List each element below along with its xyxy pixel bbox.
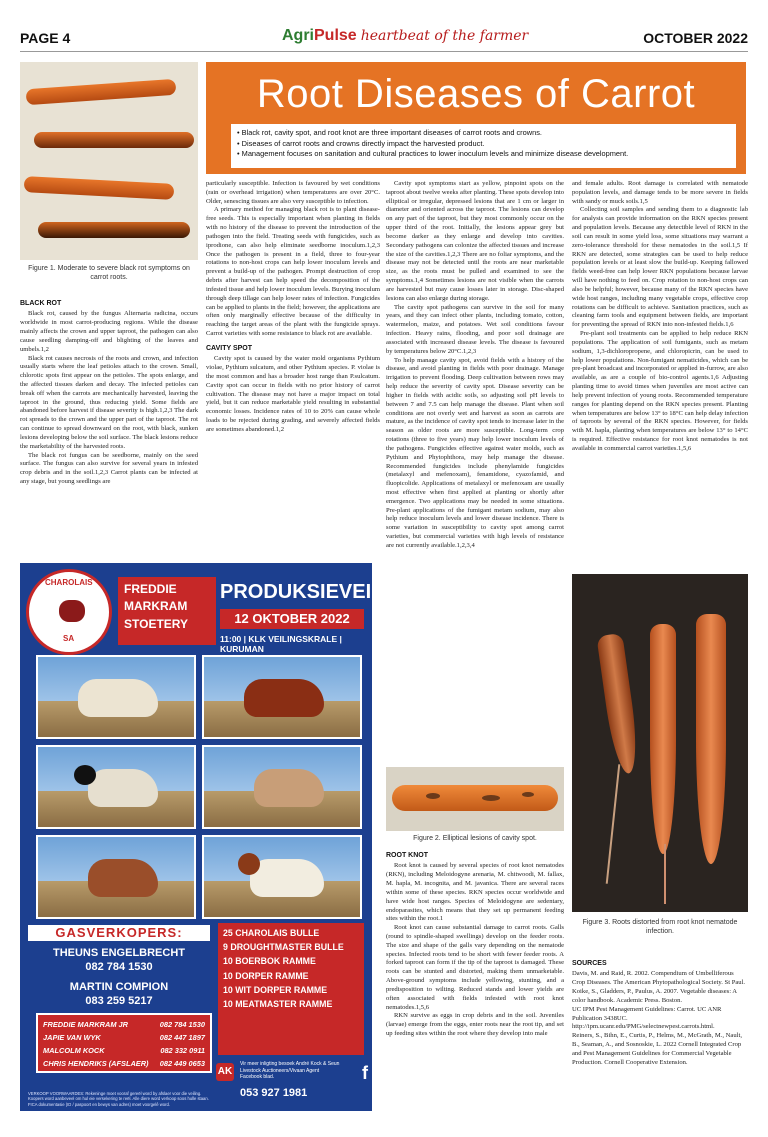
- auctioneer-note: Vir meer inligting besoek André Kock & Seun Livestock Auctioneers/Vivaan Agent Facebook blad.: [240, 1061, 340, 1080]
- figure-3-root-knot-photo: [572, 574, 748, 912]
- contact-phone[interactable]: 082 784 1530: [159, 1020, 205, 1029]
- logo-tagline: heartbeat of the farmer: [360, 28, 529, 44]
- column-1: [20, 294, 198, 560]
- article-summary: [231, 124, 736, 168]
- contact-list: [36, 1013, 212, 1073]
- livestock-photo-meatmaster: [202, 745, 362, 829]
- lot-item: 10 DORPER RAMME: [223, 970, 309, 981]
- column-4: [572, 180, 748, 568]
- contact-row[interactable]: [43, 1057, 205, 1070]
- contact-phone[interactable]: 082 447 1897: [159, 1033, 205, 1042]
- article-title: Root Diseases of Carrot: [256, 72, 696, 116]
- paragraph: and female adults. Root damage is correlated with nematode population levels, and damage tends to be more severe in fields with sandy or muck soils.1,5: [572, 180, 748, 205]
- contact-name: CHRIS HENDRIKS (AFSLAER): [43, 1059, 149, 1068]
- source-item: UC IPM Pest Management Guidelines: Carrot. UC ANR Publication 3438UC. http://ipm.ucanr.edu/PMG/selectnewpest.carrots.html.: [572, 1005, 722, 1031]
- agent-1-name: THEUNS ENGELBRECHT: [52, 947, 185, 959]
- column-3-upper: [386, 180, 564, 762]
- figure-2-caption: Figure 2. Elliptical lesions of cavity spot.: [413, 835, 537, 842]
- contact-name: JAPIE VAN WYK: [43, 1033, 101, 1042]
- badge-top-text: CHAROLAIS: [45, 578, 93, 587]
- paragraph: Root knot is caused by several species of root knot nematodes (RKN), including Meloidogyne arenaria, M. chitwoodi, M. fallax, M. hapla, M. incognita, and M. javanica. There are several races within some of these species. RKN species occur worldwide and have wide host ranges. Species of Meloidogyne are sedentary, endoparasites, which means that they set up permanent feeding sites within the root.1: [386, 862, 564, 923]
- paragraph: To help manage cavity spot, avoid fields with a history of the disease, and avoid planting in fields with poor drainage. Manage irrigation to prevent flooding. Deep cultivation between rows may help reduce the severity of cavity spot. Disease severity can be higher in fields with acidic soils, so adjusting soil pH levels to between 7 and 7.5 can help manage the disease. Plant when soil conditions are not overly wet and harvest as soon as carrots are mature, as the incidence of cavity spot tends to increase later in the season as older roots are more susceptible. Long-term crop rotations (three to five years) may help lower inoculum levels of the pathogens. Fungicides effective against water molds, such as Pythium and Phytophthora, may help manage the disease. Recommended fungicides include phenylamide fungicides (metalaxyl and mefenoxam), fenamidone, cyazofamid, and fluopicolide. Applications of metalaxyl or mefenoxam are usually most effective when first applied at planting or shortly after emergence. Two applications may be needed in some situations. Pre-plant applications of the fumigant metam sodium, may also help reduce inoculum levels and lower disease incidence. There is some variation in susceptibility to cavity spot among carrot varieties, but commercial varieties with high levels of resistance are not currently available.1,2,3,4: [386, 356, 564, 549]
- agent-2-name: MARTIN COMPION: [69, 981, 169, 993]
- paragraph: Root knot can cause substantial damage to carrot roots. Galls (round to spindle-shaped swellings) develop on the feeder roots. The size and shape of the galls vary depending on the nematode species. Infected roots tend to be short with fewer feeder roots. A forked taproot can form if the tip of the taproot is damaged. These roots can be stunted and distorted, making them unmarketable. Above-ground symptoms include yellowing, stunting, and a predisposition to wilting. Reduced stands and lower yields are often associated with fields infested with root knot nematodes.1,5,6: [386, 924, 564, 1011]
- contact-phone[interactable]: 082 449 0653: [159, 1059, 205, 1068]
- contact-row[interactable]: [43, 1044, 205, 1057]
- summary-bullet: • Black rot, cavity spot, and root knot are three important diseases of carrot roots and crowns.: [237, 128, 730, 139]
- column-3-lower: [386, 846, 564, 1111]
- sources-heading: SOURCES: [572, 960, 607, 967]
- contact-row[interactable]: [43, 1018, 205, 1031]
- source-item: Koike, S., Gladders, P., Paulus, A. 2007. Vegetable diseases: A color handbook. Academic Press. Boston.: [572, 988, 737, 1004]
- auction-lots: [218, 923, 364, 1055]
- contact-name: FREDDIE MARKRAM JR: [43, 1020, 128, 1029]
- logo-agri: Agri: [282, 27, 314, 44]
- figure-1-black-rot-photo: [20, 62, 198, 260]
- guest-sellers-label: GASVERKOPERS:: [28, 925, 210, 941]
- stud-line: FREDDIE: [124, 582, 177, 596]
- paragraph: Cavity spot symptoms start as yellow, pinpoint spots on the taproot about twelve weeks after planting. These spots develop into elliptical or irregular, depressed lesions that are 1 cm or larger in diameter and oriented across the taproot. The lesions can develop on any part of the taproot, but they most commonly occur on the upper third of the root. Initially, the lesions appear grey but become darker as they enlarge and develop into cavities. Secondary pathogens can colonize the affected tissues and increase the size of the cavities.1,2,3 There are no foliar symptoms, and the disease may not be detected until the roots are near marketable size, as the roots must be pulled and examined to see the symptoms.1,4 Sometimes lesions are not visible when the carrots are harvested but may cause losses later in storage. Disc-shaped lesions can also enlarge during storage.: [386, 180, 564, 302]
- contact-phone[interactable]: 082 332 0911: [160, 1046, 205, 1055]
- auction-title: PRODUKSIEVEILING: [220, 581, 419, 603]
- lot-item: 10 WIT DORPER RAMME: [223, 984, 328, 995]
- section-heading-cavity-spot: CAVITY SPOT: [206, 344, 253, 352]
- lot-item: 10 BOERBOK RAMME: [223, 956, 316, 967]
- facebook-icon[interactable]: f: [362, 1063, 368, 1083]
- paragraph: Black rot causes necrosis of the roots and crown, and infection usually starts where the leaf petioles attach to the crown. Small, chlorotic spots first appear on the petioles. The spots enlarge, and the affected tissues darken and decay. The infected petioles can break off when the carrots are mechanically harvested, leaving the taproot in the ground, thus reducing yield. Some fields are abandoned before harvest if disease severity is high.1,2,3 The dark rot spreads to the crown and the upper part of the taproot. The rot can continue to spread downward on the root, with black, sunken lesions developing below the soil surface. The black lesions reduce the marketability of the harvested roots.: [20, 354, 198, 450]
- paragraph: A primary method for managing black rot is to plant disease-free seeds. This is especially important when planting in fields with no history of the disease to prevent the introduction of the pathogen into the field. Treating seeds with fungicides, such as iprodione, can also help eliminate seedborne inoculum.1,2,3 Once the pathogen is present in a field, three to four-year rotations to non-host crops can help lower inoculum levels and prevent a build-up of the pathogen. Prompt destruction of crop debris after harvest can help speed the decomposition of the infested tissue and help lower inoculum levels. Burying inoculum through deep tillage can help lower rates of infection. Fungicides can be applied to plants in the field; however, the applications are often only marginally effective because of the difficulty in reaching the target areas of the plant with the fungicide sprays. Carrot varieties with some resistance to black rot are available.: [206, 206, 380, 338]
- lot-item: 25 CHAROLAIS BULLE: [223, 928, 320, 938]
- agent-2-phone[interactable]: 083 259 5217: [85, 995, 153, 1007]
- section-heading-black-rot: BLACK ROT: [20, 300, 62, 307]
- stud-name: [118, 577, 216, 645]
- article-banner: [206, 62, 746, 174]
- paragraph: Black rot, caused by the fungus Alternaria radicina, occurs worldwide in most carrot-producing regions. While the disease mainly affects the crown and upper taproot, the pathogen can also cause seedling damping-off and blighting of the leaves and umbels.1,2: [20, 310, 198, 353]
- figure-1-caption: Figure 1. Moderate to severe black rot symptoms on carrot roots.: [28, 265, 190, 282]
- stud-line: MARKRAM: [124, 599, 188, 614]
- figure-3-caption: Figure 3. Roots distorted from root knot nematode infection.: [582, 919, 738, 936]
- column-2: [206, 180, 380, 560]
- paragraph: particularly susceptible. Infection is favoured by wet conditions (rain or overhead irrigation) when temperatures are over 20°C. Older, senescing tissues are also very susceptible to infection.: [206, 180, 380, 205]
- logo-pulse: Pulse: [314, 27, 357, 44]
- summary-bullet: • Management focuses on sanitation and cultural practices to lower inoculum levels and minimize disease development.: [237, 149, 730, 160]
- contact-row[interactable]: [43, 1031, 205, 1044]
- lot-item: 10 MEATMASTER RAMME: [223, 999, 333, 1010]
- sources-section: [572, 954, 748, 1111]
- source-item: Reiners, S., Bihn, E., Curtis, P., Helms, M., McGrath, M., Nault, B., Seaman, A., and Sosnoskie, L. 2022 Cornell Integrated Crop and Pest Management Guidelines for Commercial Vegetable Production. Cornell Cooperative Extension.: [572, 1032, 742, 1066]
- livestock-photo-white-dorper: [202, 835, 362, 919]
- livestock-photo-boerbok: [36, 835, 196, 919]
- bull-head-icon: [59, 600, 85, 622]
- section-heading-root-knot: ROOT KNOT: [386, 852, 428, 859]
- page-number: PAGE 4: [20, 30, 71, 46]
- lot-item: 9 DROUGHTMASTER BULLE: [223, 942, 344, 953]
- paragraph: RKN survive as eggs in crop debris and in the soil. Juveniles (larvae) emerge from the eggs, enter roots near the root tip, and set up feeding sites within the root where they develop into male: [386, 1012, 564, 1038]
- paragraph: Collecting soil samples and sending them to a diagnostic lab for analysis can provide information on the RKN species present and population levels. Because any detectible level of RKN in the soil can result in some yield loss, some situations may warrant a zero-tolerance threshold for these nematodes in the soil.1,5 If RKN are detected, some strategies can be used to help reduce population levels or at least slow the build-up. Keeping fallowed fields weed-free can help lower RKN populations because larvae will have nothing to feed on. Crop rotation to non-host crops can also be helpful; however, because many of the RKN species have wide host ranges, including many vegetable crops, effective crop rotations can be difficult to achieve. Sanitation practices, such as cleaning farm tools and equipment between fields, are important for preventing the spread of RKN into non-infested fields.1,6: [572, 206, 748, 329]
- auctioneer-phone[interactable]: 053 927 1981: [240, 1087, 308, 1099]
- header-rule: [20, 51, 748, 52]
- auctioneer-branding[interactable]: [216, 1059, 368, 1101]
- figure-2-cavity-spot-photo: [386, 767, 564, 831]
- auction-terms: VERKOOP VOORWAARDES: Rekeninge moet vooraf gereël word by afslaer voor die veiling. Koopers word aanbeveel om hul eie versekering te reël. Alle diere word verkoop soos hulle staan. FICA dokumentasie (ID / paspoort en bewys van adres) moet voorgelê word.: [28, 1091, 209, 1107]
- livestock-photo-dorper: [36, 745, 196, 829]
- paragraph: The cavity spot pathogens can survive in the soil for many years, and they can infect other plants, including tomato, cotton, watermelon, maize, and potatoes. Wet soil conditions favour infection. Heavy rains, flooding, and poor soil drainage are associated with increased disease levels. The disease is favoured by temperatures below 20°C.1,2,3: [386, 303, 564, 355]
- agent-1-phone[interactable]: 082 784 1530: [85, 961, 153, 973]
- ak-logo-icon: AK: [216, 1063, 234, 1081]
- auction-venue: 11:00 | KLK VEILINGSKRALE | KURUMAN: [220, 634, 342, 654]
- publication-logo[interactable]: [282, 27, 528, 45]
- auction-date: 12 OKTOBER 2022: [220, 609, 364, 629]
- paragraph: The black rot fungus can be seedborne, mainly on the seed surface. The fungus can also survive for several years in infested crop debris and in the soil.1,2,3 Carrot plants can be infected at any stage, but young seedlings are: [20, 451, 198, 486]
- badge-bottom-text: SA: [63, 634, 75, 643]
- paragraph: Pre-plant soil treatments can be applied to help reduce RKN populations. The application of soil fumigants, such as metam sodium, 1,3-dichloropropene, and chloropicrin, can be used to help lower populations. Non-fumigant nematicides, which can be pre-plant broadcast and incorporated or applied in-furrow, are also available, as are a couple of bio-control agents.1,6 Adjusting planting time to avoid times when juveniles are most active can help prevent infection of young roots. Recommended temperature ranges for planting depend on the RKN species present. Planting when temperatures are below 13° to 18°C can help delay infection of taproots by several of the RKN species. However, for fields with M. hapla, planting when temperatures are below 13° to 14°C is required. Effective resistance for root knot nematodes is not available in commercial carrot varieties.1,5,6: [572, 330, 748, 452]
- paragraph: Cavity spot is caused by the water mold organisms Pythium violae, Pythium sulcatum, and other Pythium species. P. violae is the most common and has a broader host range than P.sulcatum. Cavity spot can occur in fields with no prior history of carrot cultivation. The disease may not have a major impact on total yield, but it can reduce marketable yield resulting in substantial economic losses. Incidence rates of 10 to 20% can cause whole loads to be rejected during grading, and severely affected fields are sometimes abandoned.1,2: [206, 355, 380, 433]
- stud-line: STOETERY: [124, 616, 189, 631]
- contact-name: MALCOLM KOCK: [43, 1046, 105, 1055]
- source-item: Davis, M. and Raid, R. 2002. Compendium of Umbelliferous Crop Diseases. The American Phytopathological Society. St Paul.: [572, 970, 746, 987]
- issue-date: OCTOBER 2022: [643, 30, 748, 46]
- livestock-photo-charolais: [36, 655, 196, 739]
- charolais-sa-badge: [26, 569, 112, 655]
- summary-bullet: • Diseases of carrot roots and crowns directly impact the harvested product.: [237, 139, 730, 150]
- livestock-photo-droughtmaster: [202, 655, 362, 739]
